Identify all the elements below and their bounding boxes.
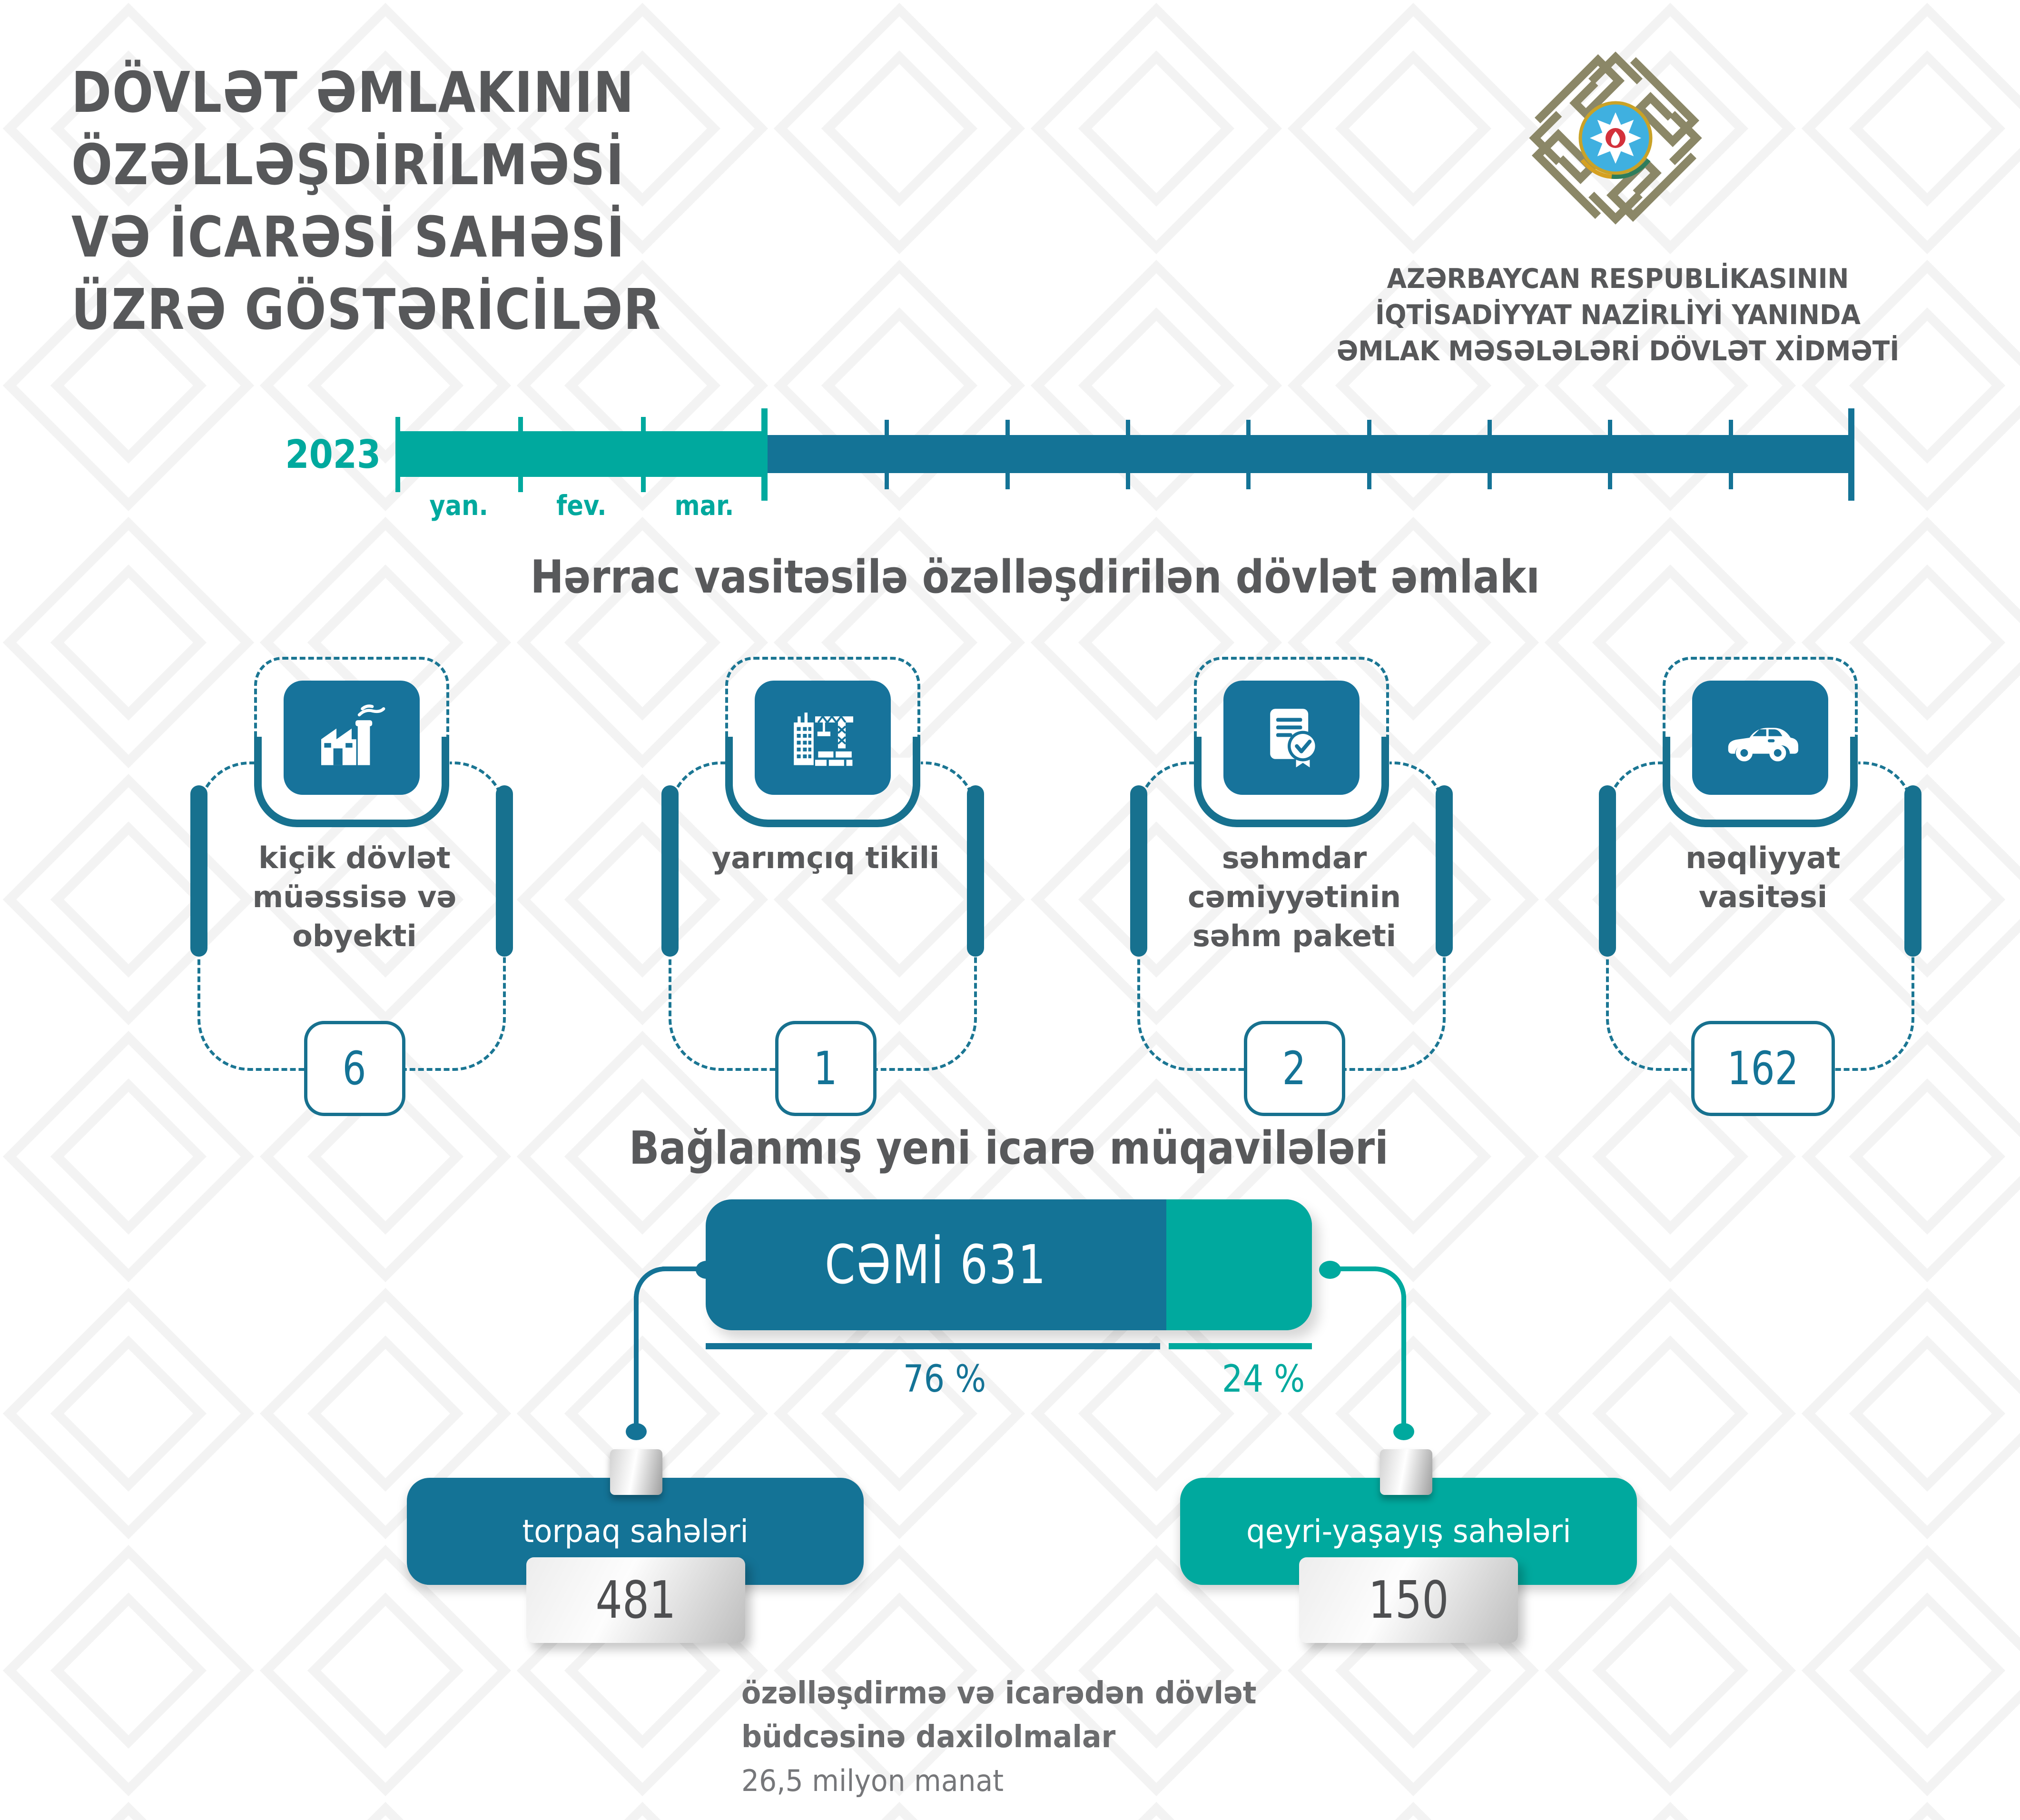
card-label: yarımçıq tikili [711,841,940,875]
icon-tile [1223,681,1360,795]
asset-card-share-package [1137,657,1451,1121]
icon-tile [755,681,891,795]
card-value-badge: 162 [1691,1021,1834,1116]
timeline-tick [1608,420,1612,489]
nonresidential-category-box: qeyri-yaşayış sahələri [1180,1478,1637,1585]
card-side-bar [1130,785,1147,957]
land-value-plate: 481 [526,1557,745,1643]
timeline-tick [395,417,400,492]
connector-line [634,1296,639,1428]
budget-note-line: özəlləşdirmə və icarədən dövlət [741,1676,1257,1711]
connector-line [1401,1296,1406,1428]
car-icon [1717,700,1803,776]
percent-label-land: 76 % [903,1358,986,1401]
factory-icon [309,700,394,776]
page-title-line: DÖVLƏT ƏMLAKININ [71,59,635,125]
page-title-line: VƏ İCARƏSİ SAHƏSİ [71,204,626,270]
section2-heading: Bağlanmış yeni icarə müqavilələri [629,1122,1389,1175]
connector-dot [696,1261,718,1279]
timeline-tick [641,417,646,492]
timeline-tick [1729,420,1733,489]
card-side-bar [967,785,984,957]
organization-name-line: AZƏRBAYCAN RESPUBLİKASININ [1387,263,1849,295]
timeline-tick [1126,420,1130,489]
card-value-badge: 1 [775,1021,877,1116]
card-value-badge: 6 [304,1021,405,1116]
timeline-tick [761,408,768,501]
land-category-box: torpaq sahələri [407,1478,864,1585]
card-side-bar [190,785,207,957]
lease-total-bar [706,1199,1312,1330]
asset-card-unfinished-building [669,657,983,1121]
card-side-bar [1599,785,1616,957]
card-label: səhmdar cəmiyyətinin səhm paketi [1188,841,1401,953]
agency-logo [1511,33,1720,243]
timeline-tick [518,417,523,492]
bar-total-label: CƏMİ 631 [825,1234,1047,1296]
connector-dot [1393,1423,1414,1440]
budget-revenue-note [741,1672,1257,1803]
card-side-bar [1436,785,1453,957]
connector-clip [1380,1449,1432,1495]
underline-nonres [1169,1343,1312,1349]
connector-dot [626,1423,647,1440]
bar-segment-land [706,1199,1166,1330]
page-title-line: ÖZƏLLƏŞDİRİLMƏSİ [71,132,625,198]
nonresidential-value-plate: 150 [1299,1557,1518,1643]
bar-segment-nonres [1166,1199,1312,1330]
timeline-rest-segment [766,435,1852,473]
asset-card-vehicle [1606,657,1920,1121]
construction-crane-icon [780,700,866,776]
month-label-jan: yan. [429,489,488,522]
organization-name-line: ƏMLAK MƏSƏLƏLƏRİ DÖVLƏT XİDMƏTİ [1336,336,1900,367]
section1-heading: Hərrac vasitəsilə özəlləşdirilən dövlət əmlakı [530,551,1540,603]
asset-card-small-enterprise [197,657,512,1121]
percent-underlines [706,1343,1312,1349]
card-side-bar [496,785,513,957]
card-label: kiçik dövlət müəssisə və obyekti [252,841,457,953]
page-title [71,56,661,346]
page-title-line: ÜZRƏ GÖSTƏRİCİLƏR [71,277,662,342]
share-certificate-icon [1249,700,1334,776]
card-side-bar [1904,785,1921,957]
timeline-tick [1488,420,1492,489]
timeline-tick [885,420,889,489]
budget-note-line: büdcəsinə daxilolmalar [741,1720,1116,1755]
icon-tile [1692,681,1828,795]
timeline-year-label: 2023 [285,432,381,477]
month-label-mar: mar. [674,489,734,522]
timeline-highlight-segment [397,431,766,477]
percent-label-nonres: 24 % [1222,1358,1305,1401]
underline-land [706,1343,1160,1349]
card-value-badge: 2 [1244,1021,1345,1116]
connector-dot [1319,1261,1341,1279]
card-label: nəqliyyat vasitəsi [1685,841,1841,914]
connector-clip [610,1449,662,1495]
card-side-bar [661,785,679,957]
timeline-tick [1367,420,1371,489]
connector-line [662,1266,700,1271]
organization-name-line: İQTİSADİYYAT NAZİRLİYİ YANINDA [1375,299,1861,331]
timeline-tick [1246,420,1251,489]
icon-tile [284,681,420,795]
timeline-tick [1005,420,1010,489]
connector-line [1338,1266,1376,1271]
budget-note-amount: 26,5 milyon manat [741,1763,1004,1798]
timeline-tick [1848,408,1854,501]
month-label-feb: fev. [556,489,607,522]
organization-name [1323,261,1913,369]
